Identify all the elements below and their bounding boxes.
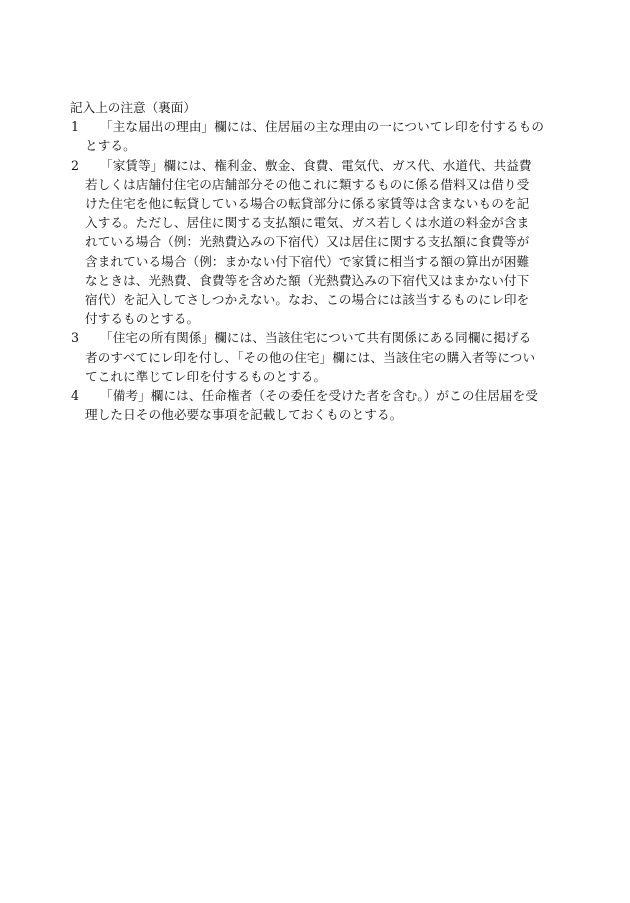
note-number: 4 <box>71 388 80 404</box>
notes-heading: 記入上の注意（裏面） <box>70 100 196 115</box>
note-body <box>85 386 570 424</box>
note-number: 2 <box>71 157 80 173</box>
note-item-4 <box>70 386 570 424</box>
note-line: 「備考」欄には、任命権者（その委任を受けた者を含む。）がこの住居届を受 <box>100 388 538 404</box>
note-line: 理した日その他必要な事項を記載しておくものとする。 <box>85 407 403 423</box>
note-item-1 <box>70 117 570 155</box>
note-number: 1 <box>71 119 80 135</box>
note-number: 3 <box>71 330 80 346</box>
note-line: てこれに準じてレ印を付するものとする。 <box>85 368 327 384</box>
note-body <box>85 328 570 386</box>
note-line: 者のすべてにレ印を付し、「その他の住宅」欄には、当該住宅の購入者等につい <box>85 349 536 365</box>
note-line: れている場合（例：光熱費込みの下宿代）又は居住に関する支払額に食費等が <box>85 234 530 250</box>
note-line: 宿代）を記入してさしつかえない。なお、この場合には該当するものにレ印を <box>85 292 530 308</box>
note-line: 「住宅の所有関係」欄には、当該住宅について共有関係にある同欄に掲げる <box>100 330 532 346</box>
note-line: 「家賃等」欄には、権利金、敷金、食費、電気代、ガス代、水道代、共益費 <box>100 157 532 173</box>
note-body <box>85 156 570 329</box>
note-item-3 <box>70 328 570 386</box>
note-line: 付するものとする。 <box>85 311 200 327</box>
entry-notes <box>70 98 570 424</box>
note-line: けた住宅を他に転貸している場合の転貸部分に係る家賃等は含まないものを記 <box>85 196 530 212</box>
note-line: なときは、光熱費、食費等を含めた額（光熱費込みの下宿代又はまかない付下 <box>85 272 530 288</box>
note-item-2 <box>70 156 570 329</box>
note-line: とする。 <box>85 138 136 154</box>
note-line: 若しくは店舗付住宅の店舗部分その他これに類するものに係る借料又は借り受 <box>85 176 530 192</box>
note-line: 含まれている場合（例：まかない付下宿代）で家賃に相当する額の算出が困難 <box>85 253 530 269</box>
note-body <box>85 117 570 155</box>
note-line: 入する。ただし、居住に関する支払額に電気、ガス若しくは水道の料金が含ま <box>85 215 530 231</box>
note-line: 「主な届出の理由」欄には、住居届の主な理由の一についてレ印を付するもの <box>100 119 545 135</box>
